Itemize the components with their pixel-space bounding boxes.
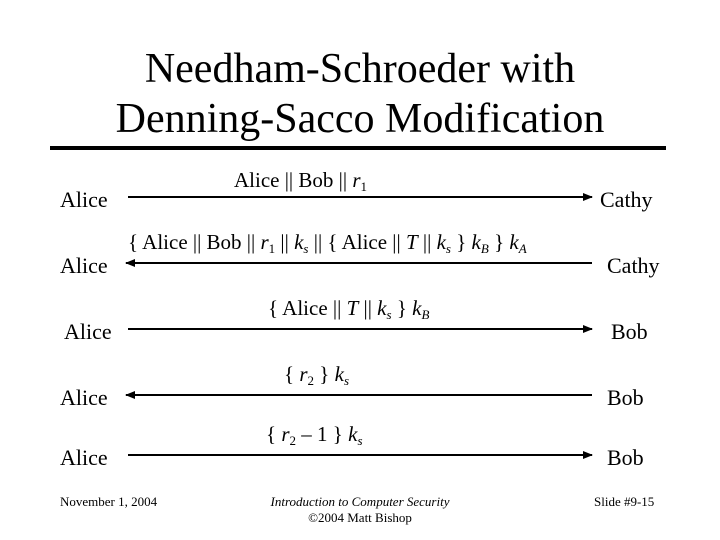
message-2-label: { Alice || Bob || $r_1$ || $k_s$ || { Alice || T || $k_s$ } $k_B$ } $k_A$ [128,230,527,256]
message-5-label: { $r_2 - 1$ } $k_s$ [266,422,363,448]
message-4-label: { $r_2$ } $k_s$ [284,362,350,388]
footer-course [220,494,500,526]
party-alice: Alice [60,385,108,410]
slide-number: Slide #9-15 [594,494,655,509]
copyright: ©2004 Matt Bishop [308,510,412,525]
party-alice: Alice [60,445,108,470]
party-alice: Alice [60,187,108,212]
party-bob: Bob [611,319,648,344]
party-alice: Alice [64,319,112,344]
title-line-1: Needham-Schroeder with [144,46,576,92]
message-1-label: Alice || Bob || $r_1$ [234,168,367,194]
footer-date: November 1, 2004 [60,494,158,509]
message-3-label: { Alice || T || $k_s$ } $k_B$ [268,296,430,322]
party-alice: Alice [60,253,108,278]
party-bob: Bob [607,445,644,470]
party-bob: Bob [607,385,644,410]
party-cathy: Cathy [607,253,660,278]
title-line-2: Denning-Sacco Modification [115,96,605,142]
course-name: Introduction to Computer Security [270,494,450,509]
party-cathy: Cathy [600,187,653,212]
